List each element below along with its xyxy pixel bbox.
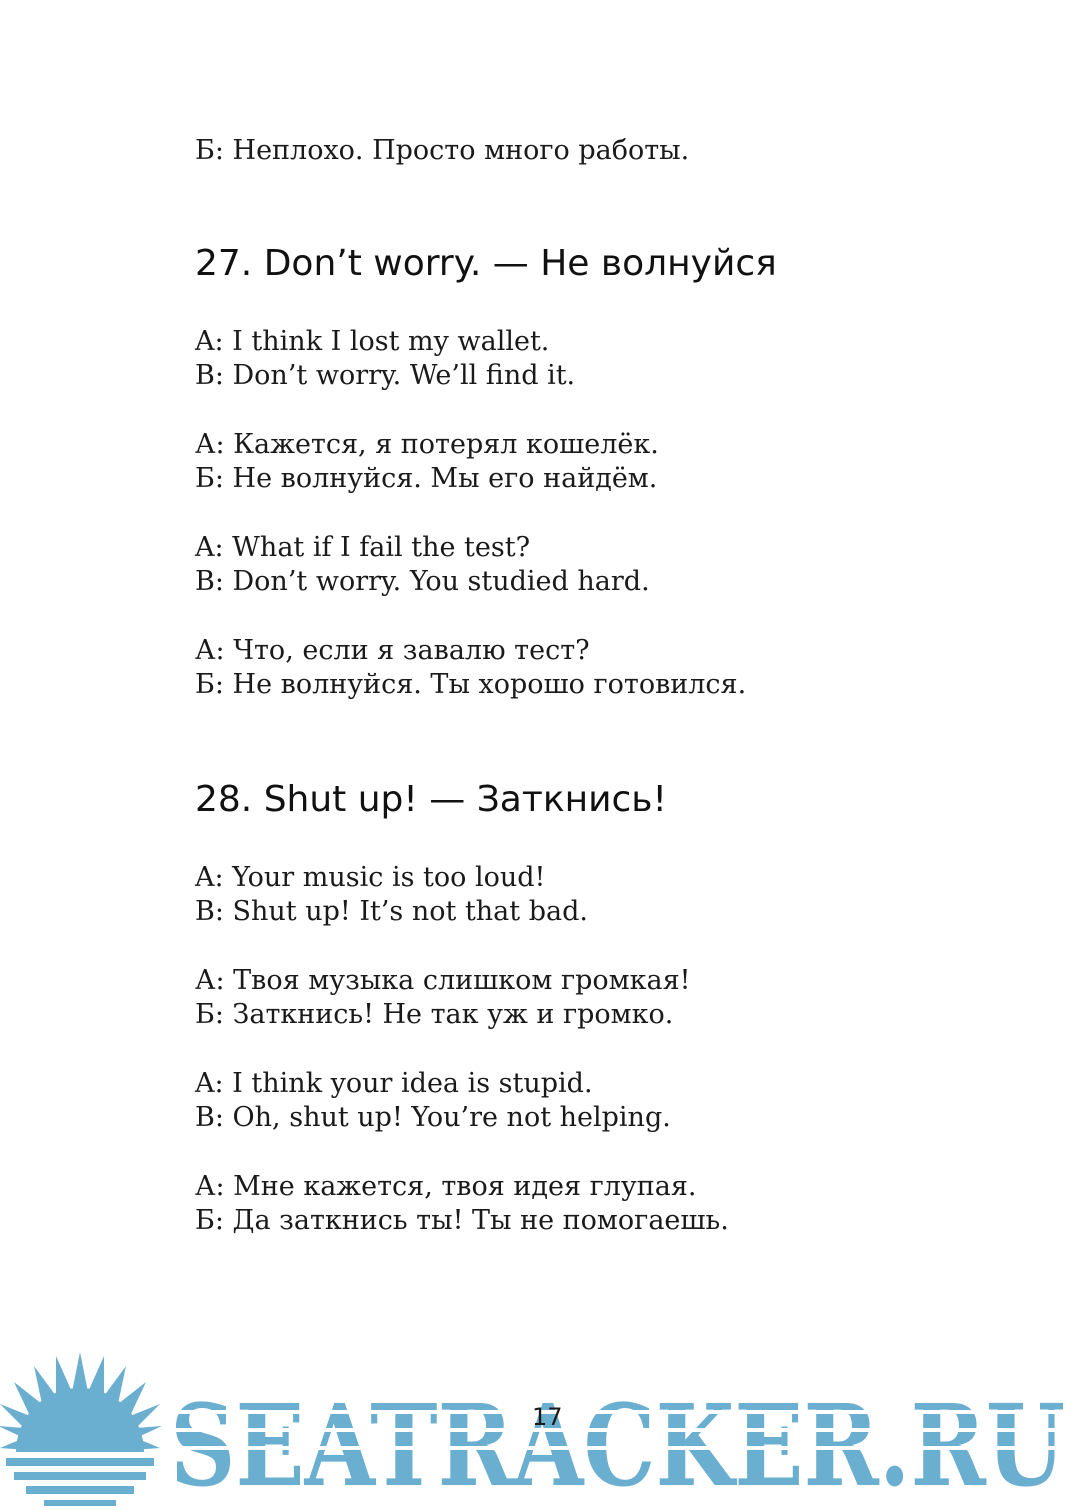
dialogue-line-a: А: Кажется, я потерял кошелёк. [195, 429, 659, 460]
dialogue-block [195, 1170, 729, 1238]
section-heading-27: 27. Don’t worry. — Не волнуйся [195, 243, 777, 284]
dialogue-line-a: A: What if I fail the test? [195, 532, 531, 563]
dialogue-block [195, 634, 746, 702]
dialogue-line-b: Б: Заткнись! Не так уж и громко. [195, 999, 674, 1030]
watermark-text: SEATRACKER.RU [170, 1381, 1065, 1510]
dialogue-line-b: Б: Не волнуйся. Ты хорошо готовился. [195, 669, 747, 700]
dialogue-block [195, 861, 588, 929]
dialogue-line-b: Б: Не волнуйся. Мы его найдём. [195, 463, 658, 494]
dialogue-line-b: B: Oh, shut up! You’re not helping. [195, 1102, 671, 1133]
dialogue-block [195, 531, 650, 599]
dialogue-block [195, 1067, 671, 1135]
dialogue-line-b: Б: Да заткнись ты! Ты не помогаешь. [195, 1205, 729, 1236]
dialogue-line-a: A: I think your idea is stupid. [195, 1068, 593, 1099]
dialogue-line-a: А: Твоя музыка слишком громкая! [195, 965, 691, 996]
dialogue-line-a: A: Your music is too loud! [195, 862, 546, 893]
dialogue-line-a: А: Что, если я завалю тест? [195, 635, 590, 666]
dialogue-block [195, 964, 691, 1032]
dialogue-line-a: A: I think I lost my wallet. [195, 326, 550, 357]
page-number: 17 [532, 1403, 563, 1431]
dialogue-block [195, 428, 659, 496]
dialogue-line-a: А: Мне кажется, твоя идея глупая. [195, 1171, 697, 1202]
dialogue-block [195, 325, 575, 393]
dialogue-line-b: B: Shut up! It’s not that bad. [195, 896, 588, 927]
section-heading-28: 28. Shut up! — Заткнись! [195, 779, 667, 820]
intro-line: Б: Неплохо. Просто много работы. [195, 135, 690, 166]
dialogue-line-b: B: Don’t worry. We’ll find it. [195, 360, 576, 391]
sun-icon [0, 1352, 162, 1506]
dialogue-line-b: B: Don’t worry. You studied hard. [195, 566, 650, 597]
